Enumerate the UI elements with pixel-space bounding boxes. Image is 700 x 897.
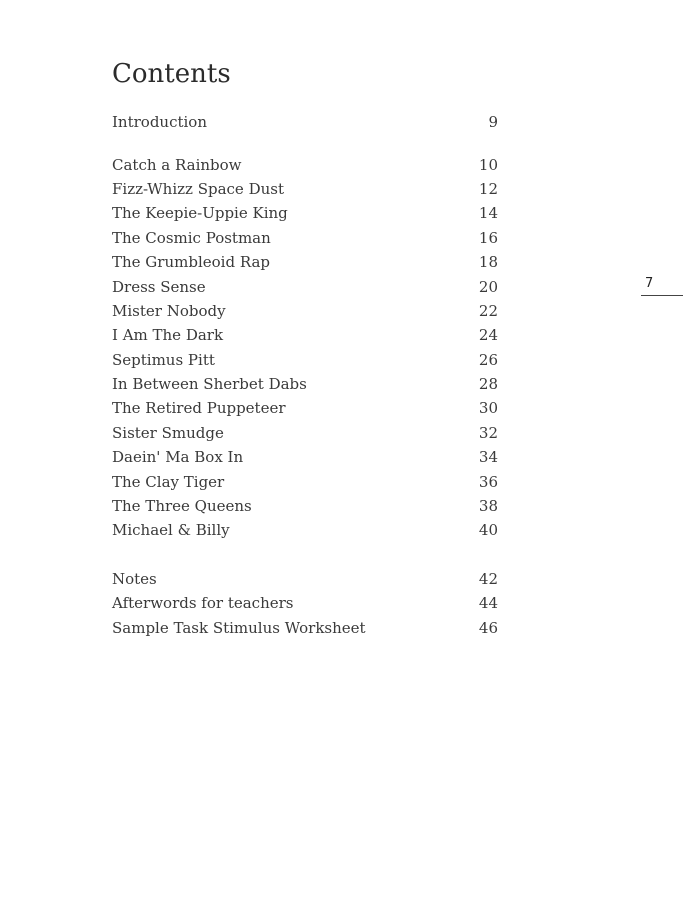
section-gap (112, 134, 498, 152)
toc-entry-page: 26 (478, 350, 498, 369)
toc-entry-title: Sample Task Stimulus Worksheet (112, 618, 366, 637)
toc-entry-page: 9 (488, 113, 498, 132)
toc-entry-page: 24 (478, 326, 498, 345)
toc-entry-page: 34 (478, 448, 498, 467)
toc-entry-title: Fizz-Whizz Space Dust (112, 179, 284, 198)
toc-entry-page: 44 (478, 594, 498, 613)
toc-entry-title: In Between Sherbet Dabs (112, 375, 307, 394)
toc-entry-title: The Grumbleoid Rap (112, 253, 271, 272)
toc-entry (112, 152, 498, 176)
page-title: Contents (112, 59, 231, 89)
toc-entry-page: 12 (478, 179, 498, 198)
toc-entry-title: Daein' Ma Box In (112, 448, 244, 467)
toc-entry-page: 30 (478, 399, 498, 418)
toc-entry-title: The Clay Tiger (112, 472, 225, 491)
toc-entry-title: The Retired Puppeteer (112, 399, 286, 418)
toc-entry (112, 110, 498, 134)
toc-entry-title: Introduction (112, 113, 207, 132)
toc-entry (112, 615, 498, 639)
toc-entry (112, 421, 498, 445)
toc-entry-page: 18 (478, 253, 498, 272)
toc-entry-page: 14 (478, 204, 498, 223)
toc-entry-page: 16 (478, 228, 498, 247)
toc-entry (112, 445, 498, 469)
toc-entry (112, 494, 498, 518)
toc-entry-page: 40 (478, 521, 498, 540)
section-gap (112, 543, 498, 567)
toc-entry (112, 299, 498, 323)
toc-entry (112, 396, 498, 420)
toc-entry-title: Catch a Rainbow (112, 155, 242, 174)
table-of-contents (112, 110, 498, 640)
toc-entry-page: 10 (478, 155, 498, 174)
toc-entry-page: 32 (478, 423, 498, 442)
toc-entry-title: Sister Smudge (112, 423, 224, 442)
toc-entry-page: 46 (478, 618, 498, 637)
toc-entry (112, 567, 498, 591)
toc-entry-title: Septimus Pitt (112, 350, 215, 369)
toc-entry (112, 372, 498, 396)
toc-entry-page: 28 (478, 375, 498, 394)
toc-entry (112, 469, 498, 493)
toc-entry (112, 201, 498, 225)
toc-entry-title: I Am The Dark (112, 326, 224, 345)
toc-entry (112, 348, 498, 372)
toc-entry (112, 177, 498, 201)
toc-entry-page: 42 (478, 569, 498, 588)
toc-entry (112, 323, 498, 347)
toc-entry-title: Michael & Billy (112, 521, 230, 540)
toc-entry-title: The Cosmic Postman (112, 228, 271, 247)
toc-entry-title: Afterwords for teachers (112, 594, 294, 613)
toc-entry-title: Notes (112, 569, 157, 588)
toc-entry (112, 591, 498, 615)
toc-entry (112, 250, 498, 274)
toc-entry-title: Mister Nobody (112, 301, 226, 320)
toc-entry-page: 36 (478, 472, 498, 491)
toc-entry-page: 38 (478, 497, 498, 516)
page-number: 7 (641, 276, 683, 296)
toc-entry-title: The Three Queens (112, 497, 252, 516)
toc-entry-page: 20 (478, 277, 498, 296)
toc-entry-page: 22 (478, 301, 498, 320)
toc-entry (112, 274, 498, 298)
toc-entry-title: The Keepie-Uppie King (112, 204, 288, 223)
toc-entry (112, 518, 498, 542)
toc-entry-title: Dress Sense (112, 277, 206, 296)
toc-entry (112, 226, 498, 250)
